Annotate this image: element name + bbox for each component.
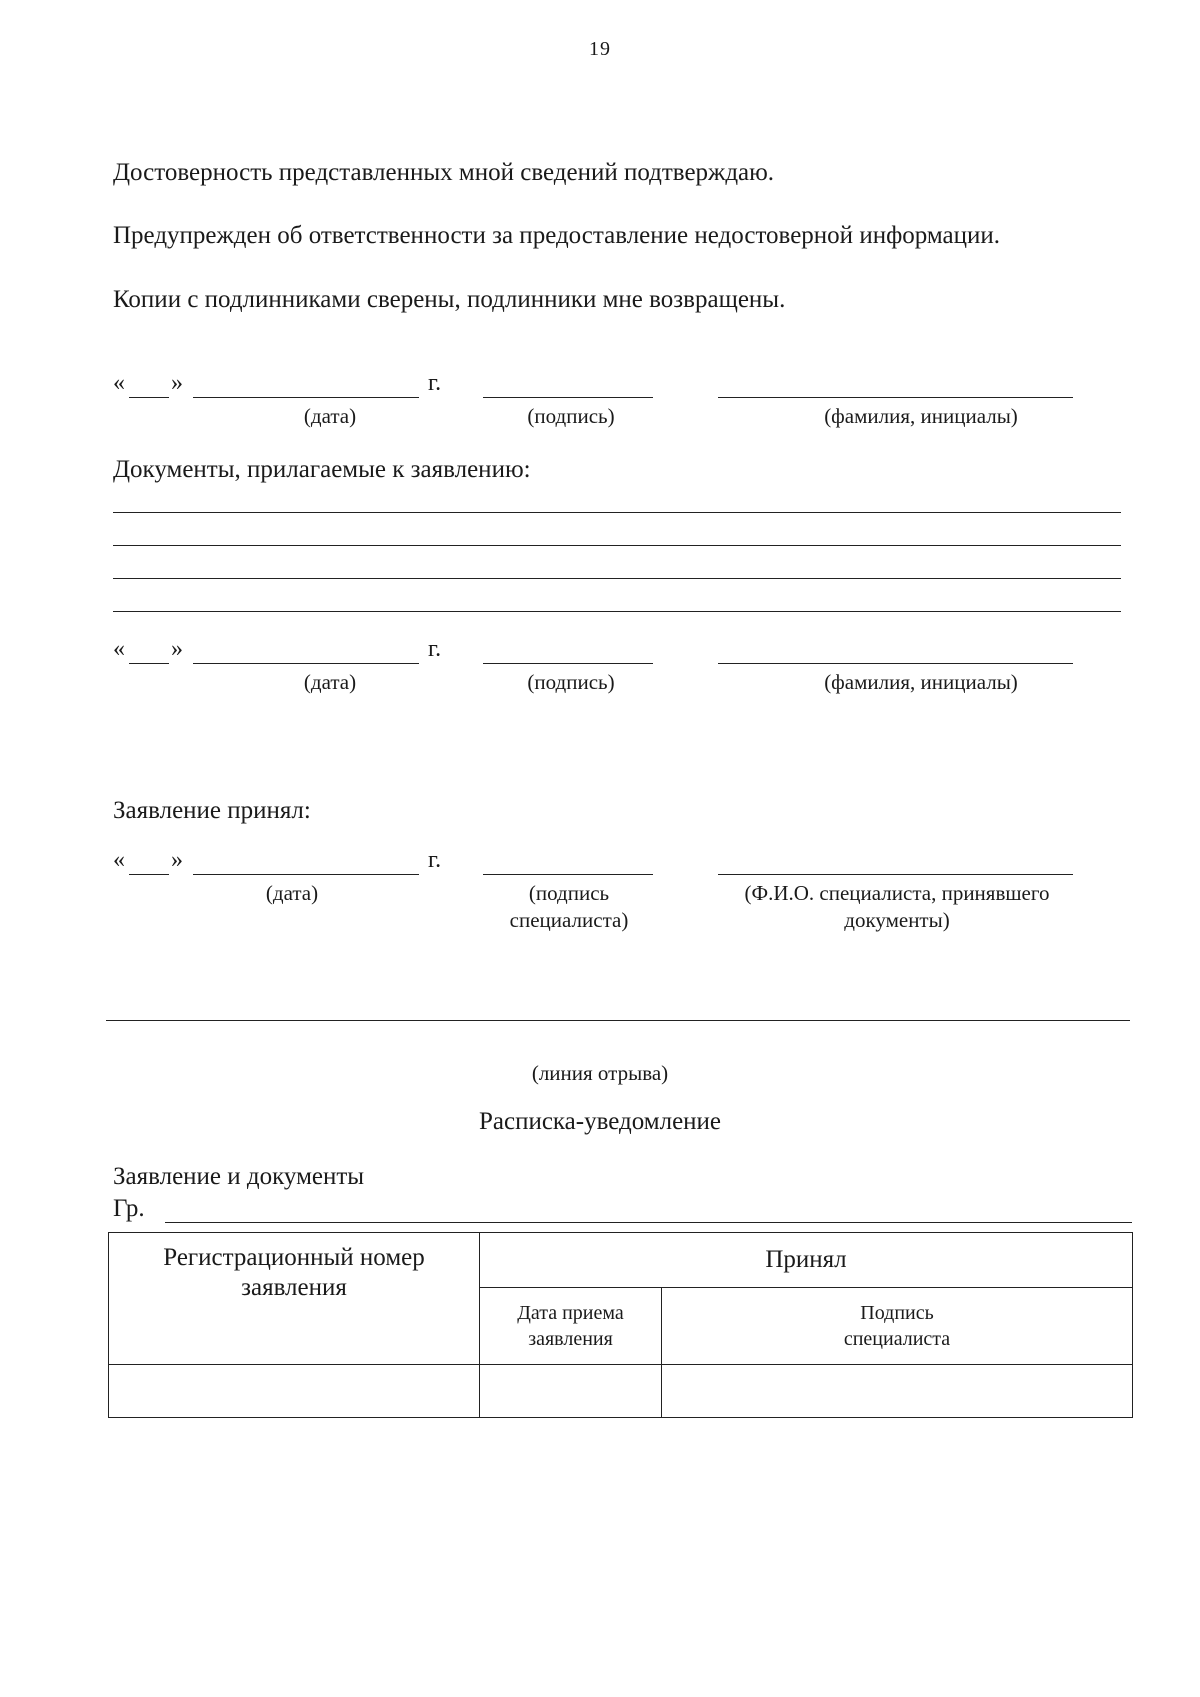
- specialist-signature-cell[interactable]: [662, 1365, 1133, 1418]
- citizen-name-field[interactable]: [165, 1222, 1132, 1223]
- day-field[interactable]: [129, 397, 169, 398]
- name-field[interactable]: [718, 397, 1073, 398]
- name-caption: (фамилия, инициалы): [824, 404, 1018, 428]
- reg-number-header: [109, 1233, 480, 1365]
- specialist-signature-header-line-1: Подпись: [860, 1302, 934, 1324]
- date-field[interactable]: [193, 663, 419, 664]
- name-field[interactable]: [718, 874, 1073, 875]
- specialist-signature-header: [662, 1288, 1133, 1365]
- tear-line-caption: (линия отрыва): [531, 1061, 669, 1085]
- date-close-quote: »: [171, 370, 183, 396]
- attached-docs-line-1[interactable]: [113, 512, 1121, 513]
- receipt-citizen-prefix: Гр.: [113, 1195, 145, 1222]
- date-received-cell[interactable]: [480, 1365, 662, 1418]
- tear-line: [106, 1020, 1130, 1021]
- name-field[interactable]: [718, 663, 1073, 664]
- attached-docs-line-3[interactable]: [113, 578, 1121, 579]
- date-caption: (дата): [303, 670, 357, 694]
- date-received-header-line-1: Дата приема: [517, 1302, 624, 1324]
- signature-row-2: [0, 636, 1200, 696]
- name-caption-line-1: (Ф.И.О. специалиста, принявшего: [744, 881, 1050, 905]
- signature-row-1: [0, 370, 1200, 430]
- receipt-table: [108, 1232, 1133, 1418]
- specialist-signature-header-line-2: специалиста: [843, 1328, 951, 1350]
- signature-field[interactable]: [483, 874, 653, 875]
- date-close-quote: »: [171, 636, 183, 662]
- signature-caption: (подпись): [527, 404, 615, 428]
- reg-number-cell[interactable]: [109, 1365, 480, 1418]
- date-open-quote: «: [113, 370, 125, 396]
- date-field[interactable]: [193, 874, 419, 875]
- attached-docs-heading: Документы, прилагаемые к заявлению:: [113, 456, 531, 483]
- date-open-quote: «: [113, 636, 125, 662]
- date-field[interactable]: [193, 397, 419, 398]
- signature-row-accepted: [0, 847, 1200, 937]
- date-caption: (дата): [303, 404, 357, 428]
- accepted-group-header: Принял: [480, 1233, 1133, 1288]
- receipt-title: Расписка-уведомление: [478, 1108, 722, 1135]
- statement-warning: Предупрежден об ответственности за предоставление недостоверной информации.: [113, 222, 1001, 249]
- receipt-line-1: Заявление и документы: [113, 1163, 365, 1190]
- signature-caption-line-1: (подпись: [528, 881, 610, 905]
- date-open-quote: «: [113, 847, 125, 873]
- statement-confirm: Достоверность представленных мной сведений подтверждаю.: [113, 159, 775, 186]
- day-field[interactable]: [129, 874, 169, 875]
- attached-docs-line-2[interactable]: [113, 545, 1121, 546]
- date-received-header: [480, 1288, 662, 1365]
- day-field[interactable]: [129, 663, 169, 664]
- name-caption-line-2: документы): [844, 908, 950, 932]
- statement-copies: Копии с подлинниками сверены, подлинники мне возвращены.: [113, 286, 786, 313]
- date-received-header-line-2: заявления: [528, 1328, 613, 1350]
- date-close-quote: »: [171, 847, 183, 873]
- signature-caption-line-2: специалиста): [509, 908, 629, 932]
- signature-field[interactable]: [483, 397, 653, 398]
- reg-number-header-line-1: Регистрационный номер: [163, 1244, 425, 1271]
- accepted-heading: Заявление принял:: [113, 797, 311, 824]
- year-suffix: г.: [428, 636, 442, 662]
- signature-caption: (подпись): [527, 670, 615, 694]
- year-suffix: г.: [428, 847, 442, 873]
- date-caption: (дата): [265, 881, 319, 905]
- name-caption: (фамилия, инициалы): [824, 670, 1018, 694]
- year-suffix: г.: [428, 370, 442, 396]
- signature-field[interactable]: [483, 663, 653, 664]
- table-row: [109, 1365, 1133, 1418]
- reg-number-header-line-2: заявления: [241, 1274, 347, 1301]
- attached-docs-line-4[interactable]: [113, 611, 1121, 612]
- page-number: 19: [589, 38, 611, 60]
